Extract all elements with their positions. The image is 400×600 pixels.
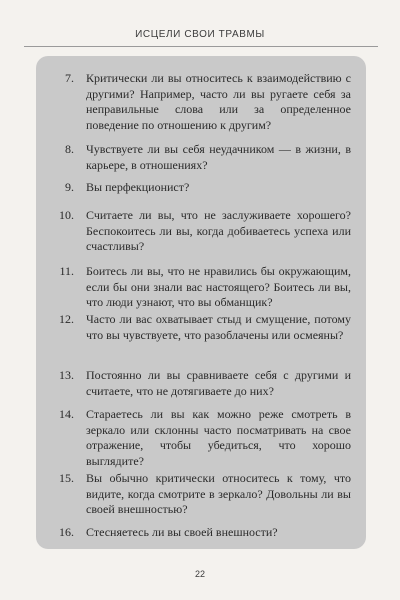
question-text: Критически ли вы относитесь к взаимодействию с другими? Например, часто ли вы ругаете себя за неправильные слова или за определенное поведение по отношению к другим? bbox=[86, 71, 351, 132]
question-number: 9. bbox=[65, 180, 74, 194]
question-16 bbox=[36, 525, 366, 541]
question-number: 10. bbox=[59, 208, 74, 222]
question-number: 15. bbox=[59, 471, 74, 485]
question-number: 7. bbox=[65, 71, 74, 85]
question-text: Чувствуете ли вы себя неудачником — в жизни, в карьере, в отношениях? bbox=[86, 142, 351, 172]
question-text: Боитесь ли вы, что не нравились бы окружающим, если бы они знали вас настоящего? Боитесь ли вы, что люди узнают, что вы обманщик? bbox=[86, 264, 351, 309]
question-number: 14. bbox=[59, 407, 74, 421]
question-text: Стараетесь ли вы как можно реже смотреть в зеркало или склонны часто посматривать на свое отражение, чтобы убедиться, что хорошо выглядите? bbox=[86, 407, 351, 468]
question-text: Вы обычно критически относитесь к тому, что видите, когда смотрите в зеркало? Довольны ли вы своей внешностью? bbox=[86, 471, 351, 516]
running-header: ИСЦЕЛИ СВОИ ТРАВМЫ bbox=[135, 29, 265, 40]
question-9 bbox=[36, 180, 366, 196]
question-number: 13. bbox=[59, 368, 74, 382]
question-14 bbox=[36, 407, 366, 469]
question-11 bbox=[36, 264, 366, 311]
questionnaire-panel bbox=[36, 56, 366, 549]
question-text: Считаете ли вы, что не заслуживаете хорошего? Беспокоитесь ли вы, когда добиваетесь успеха или счастливы? bbox=[86, 208, 351, 253]
page-number: 22 bbox=[194, 569, 205, 579]
question-number: 8. bbox=[65, 142, 74, 156]
question-number: 16. bbox=[59, 525, 74, 539]
question-12 bbox=[36, 312, 366, 343]
question-text: Часто ли вас охватывает стыд и смущение, потому что вы чувствуете, что разоблачены или осмеяны? bbox=[86, 312, 351, 342]
question-8 bbox=[36, 142, 366, 173]
question-number: 12. bbox=[59, 312, 74, 326]
question-text: Вы перфекционист? bbox=[86, 180, 190, 194]
question-15 bbox=[36, 471, 366, 518]
question-text: Постоянно ли вы сравниваете себя с другими и считаете, что не дотягиваете до них? bbox=[86, 368, 351, 398]
question-13 bbox=[36, 368, 366, 399]
header-rule bbox=[24, 46, 378, 47]
question-number: 11. bbox=[59, 264, 74, 278]
question-7 bbox=[36, 71, 366, 133]
question-10 bbox=[36, 208, 366, 255]
question-text: Стесняетесь ли вы своей внешности? bbox=[86, 525, 278, 539]
